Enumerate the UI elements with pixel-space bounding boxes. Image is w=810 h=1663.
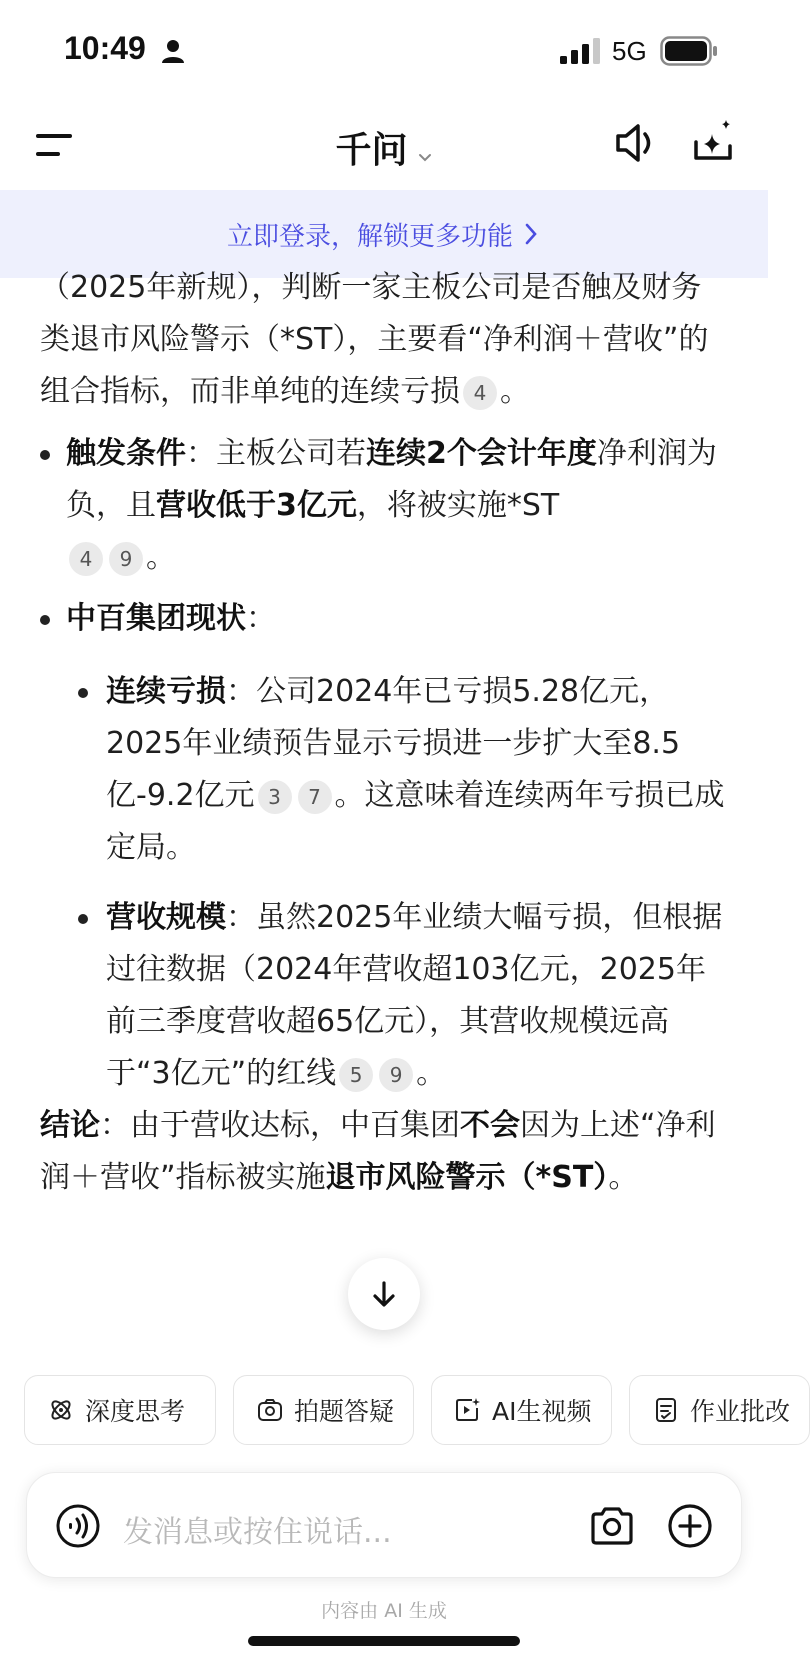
chip-ai-video[interactable] (431, 1375, 612, 1445)
chip-label: AI生视频 (492, 1397, 592, 1426)
chevron-right-icon (521, 221, 541, 247)
person-icon (160, 38, 186, 64)
assistant-message (0, 270, 768, 1358)
homework-icon (652, 1396, 680, 1424)
speaker-icon[interactable] (612, 120, 658, 166)
conclusion-bold-2: 退市风险警示（*ST） (325, 1160, 609, 1195)
trigger-text-3: ，将被实施*ST (356, 488, 560, 523)
conclusion-text-1: ：由于营收达标，中百集团 (100, 1108, 460, 1143)
revenue-item (106, 892, 728, 1100)
citation-badge[interactable]: 4 (69, 542, 103, 576)
citation-badge[interactable]: 5 (339, 1058, 373, 1092)
trigger-bold-1: 连续2个会计年度 (366, 436, 597, 471)
chip-photo-question[interactable] (233, 1375, 414, 1445)
signal-icon (560, 38, 602, 64)
revenue-end: 。 (416, 1056, 447, 1091)
status-bar (0, 0, 768, 100)
nav-bar (0, 100, 768, 190)
video-sparkle-icon (454, 1396, 482, 1424)
trigger-text-1: ：主板公司若 (186, 436, 366, 471)
citation-badge[interactable]: 4 (463, 376, 497, 410)
trigger-bold-2: 营收低于3亿元 (156, 488, 357, 523)
login-banner-text: 立即登录，解锁更多功能 (226, 221, 513, 252)
status-colon: ： (246, 601, 276, 636)
camera-question-icon (256, 1396, 284, 1424)
chip-label: 拍题答疑 (294, 1397, 395, 1426)
trigger-end: 。 (146, 540, 176, 575)
citation-badge[interactable]: 3 (258, 780, 292, 814)
chip-homework[interactable] (629, 1375, 810, 1445)
camera-icon[interactable] (589, 1505, 635, 1547)
losses-label: 连续亏损 (106, 674, 226, 709)
ai-disclaimer: 内容由 AI 生成 (321, 1600, 447, 1622)
revenue-label: 营收规模 (106, 900, 226, 935)
losses-text: ：公司2024年已亏损5.28亿元，2025年业绩预告显示亏损进一步扩大至8.5亿-9.2亿元 (106, 674, 681, 813)
chip-label: 深度思考 (85, 1397, 186, 1426)
status-time: 10:49 (64, 30, 146, 66)
citation-badge[interactable]: 7 (298, 780, 332, 814)
intro-text: （2025年新规），判断一家主板公司是否触及财务类退市风险警示（*ST），主要看“净利润＋营收”的组合指标，而非单纯的连续亏损 (40, 270, 709, 409)
arrow-down-icon (369, 1279, 399, 1309)
deep-think-icon (47, 1396, 75, 1424)
network-label: 5G (612, 36, 647, 66)
conclusion-end: 。 (608, 1160, 639, 1195)
citation-badge[interactable]: 9 (109, 542, 143, 576)
conclusion-label: 结论 (40, 1108, 100, 1143)
trigger-item (66, 428, 726, 584)
conclusion-paragraph (40, 1100, 730, 1204)
bullet-dot (78, 914, 88, 924)
losses-tail: 。这意味着连续两年亏损已成定局。 (106, 778, 725, 865)
status-label: 中百集团现状 (66, 601, 246, 636)
bullet-dot (40, 615, 50, 625)
chevron-down-icon (417, 150, 433, 166)
message-input[interactable]: 发消息或按住说话... (123, 1515, 392, 1550)
app-title: 千问 (335, 130, 408, 171)
conclusion-bold-1: 不会 (460, 1108, 520, 1143)
intro-paragraph (40, 262, 730, 418)
revenue-text: ：虽然2025年业绩大幅亏损，但根据过往数据（2024年营收超103亿元，2025年前三季度营收超65亿元），其营收规模远高于“3亿元”的红线 (106, 900, 723, 1091)
voice-input-icon[interactable] (55, 1503, 101, 1549)
intro-end: 。 (500, 374, 530, 409)
bullet-dot (40, 450, 50, 460)
home-indicator[interactable] (248, 1636, 520, 1646)
add-icon[interactable] (667, 1503, 713, 1549)
conclusion-text-2: 因为上述“净利润＋营收”指标被实施 (40, 1108, 716, 1195)
chip-label: 作业批改 (690, 1397, 791, 1426)
battery-icon (660, 36, 718, 66)
new-chat-sparkle-icon[interactable] (690, 118, 736, 164)
trigger-label: 触发条件 (66, 436, 186, 471)
message-composer (26, 1472, 742, 1578)
chip-deep-think[interactable] (24, 1375, 216, 1445)
citation-badge[interactable]: 9 (379, 1058, 413, 1092)
quick-action-chips (24, 1375, 791, 1445)
bullet-dot (78, 688, 88, 698)
scroll-to-bottom-button[interactable] (348, 1258, 420, 1330)
trigger-text-2: 净利润为负，且 (66, 436, 717, 523)
status-item (66, 593, 726, 645)
losses-item (106, 666, 728, 874)
